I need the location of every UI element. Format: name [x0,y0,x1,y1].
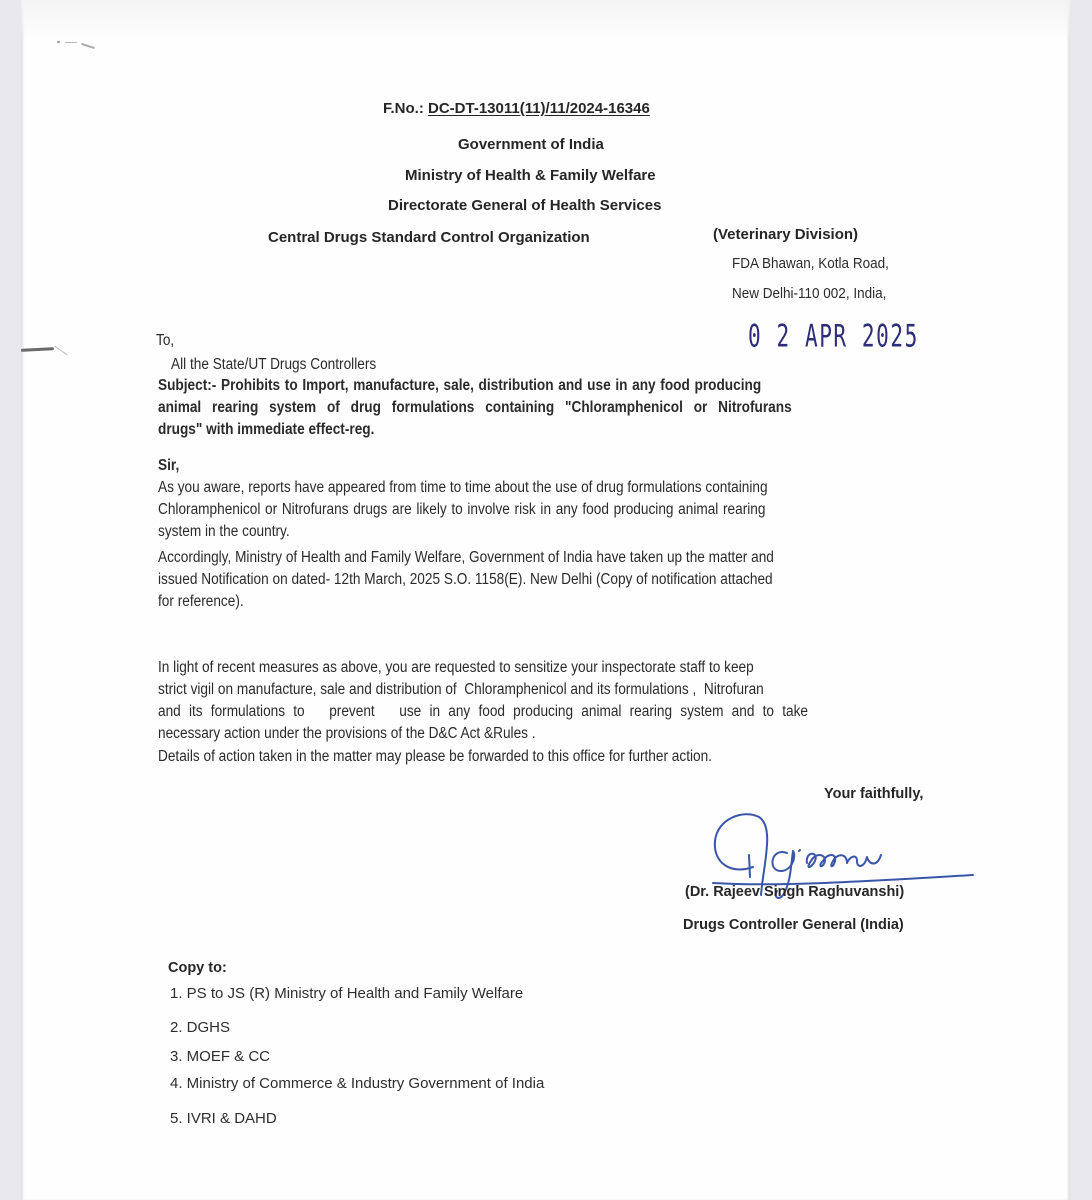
copy-to-item-3: 3. MOEF & CC [170,1048,271,1065]
division-name: (Veterinary Division) [713,226,859,243]
directorate-title: Directorate General of Health Services [388,197,662,214]
paragraph-3 [158,657,808,745]
closing: Your faithfully, [824,786,924,802]
to-label: To, [156,332,175,349]
paragraph-3-line-1: In light of recent measures as above, you are requested to sensitize your inspectorate staff to keep [158,659,754,676]
paragraph-2 [158,547,774,613]
government-title: Government of India [458,136,604,153]
subject-block [158,375,792,441]
paragraph-3-line-3: and its formulations to prevent use in any food producing animal rearing system and to take [158,703,808,720]
copy-to-item-4: 4. Ministry of Commerce & Industry Government of India [170,1075,545,1092]
copy-to-item-1: 1. PS to JS (R) Ministry of Health and Family Welfare [170,985,524,1002]
recipient-name: All the State/UT Drugs Controllers [171,356,377,373]
paragraph-1-line-3: system in the country. [158,523,290,540]
ministry-title: Ministry of Health & Family Welfare [405,167,656,184]
paragraph-2-line-1: Accordingly, Ministry of Health and Family Welfare, Government of India have taken up the matter and [158,549,774,566]
file-number-value: DC-DT-13011(11)/11/2024-16346 [428,100,650,117]
subject-line-3: drugs" with immediate effect-reg. [158,421,375,438]
paragraph-1-line-2: Chloramphenicol or Nitrofurans drugs are likely to involve risk in any food producing animal rearing [158,501,766,518]
paragraph-4-line-1: Details of action taken in the matter may please be forwarded to this office for further action. [158,748,712,765]
paragraph-3-line-4: necessary action under the provisions of the D&C Act &Rules . [158,725,536,742]
date-stamp: 0 2 APR 2025 [748,319,919,355]
copy-to-label: Copy to: [168,960,227,976]
document-page [21,0,1070,1200]
address-line-1: FDA Bhawan, Kotla Road, [732,255,889,272]
copy-to-item-5: 5. IVRI & DAHD [170,1110,277,1127]
paragraph-3-line-2: strict vigil on manufacture, sale and distribution of Chloramphenicol and its formulations , Nitrofuran [158,681,764,698]
scan-mark-left [21,343,69,357]
subject-line-2: animal rearing system of drug formulations containing "Chloramphenicol or Nitrofurans [158,399,792,416]
salutation: Sir, [158,457,180,474]
paragraph-2-line-3: for reference). [158,593,244,610]
paragraph-1 [158,477,768,543]
copy-to-item-2: 2. DGHS [170,1019,231,1036]
file-number [383,100,650,117]
organization-name: Central Drugs Standard Control Organization [268,229,590,246]
signatory-designation: Drugs Controller General (India) [683,917,904,933]
paragraph-1-line-1: As you aware, reports have appeared from time to time about the use of drug formulations containing [158,479,768,496]
paragraph-2-line-2: issued Notification on dated- 12th March, 2025 S.O. 1158(E). New Delhi (Copy of notification attached [158,571,773,588]
paragraph-4 [158,746,712,768]
scan-mark-top-left [57,38,107,52]
signatory-name: (Dr. Rajeev Singh Raghuvanshi) [685,884,905,900]
file-number-label: F.No.: [383,100,424,117]
subject-line-1: Subject:- Prohibits to Import, manufacture, sale, distribution and use in any food producing [158,377,762,394]
address-line-2: New Delhi-110 002, India, [732,285,887,302]
